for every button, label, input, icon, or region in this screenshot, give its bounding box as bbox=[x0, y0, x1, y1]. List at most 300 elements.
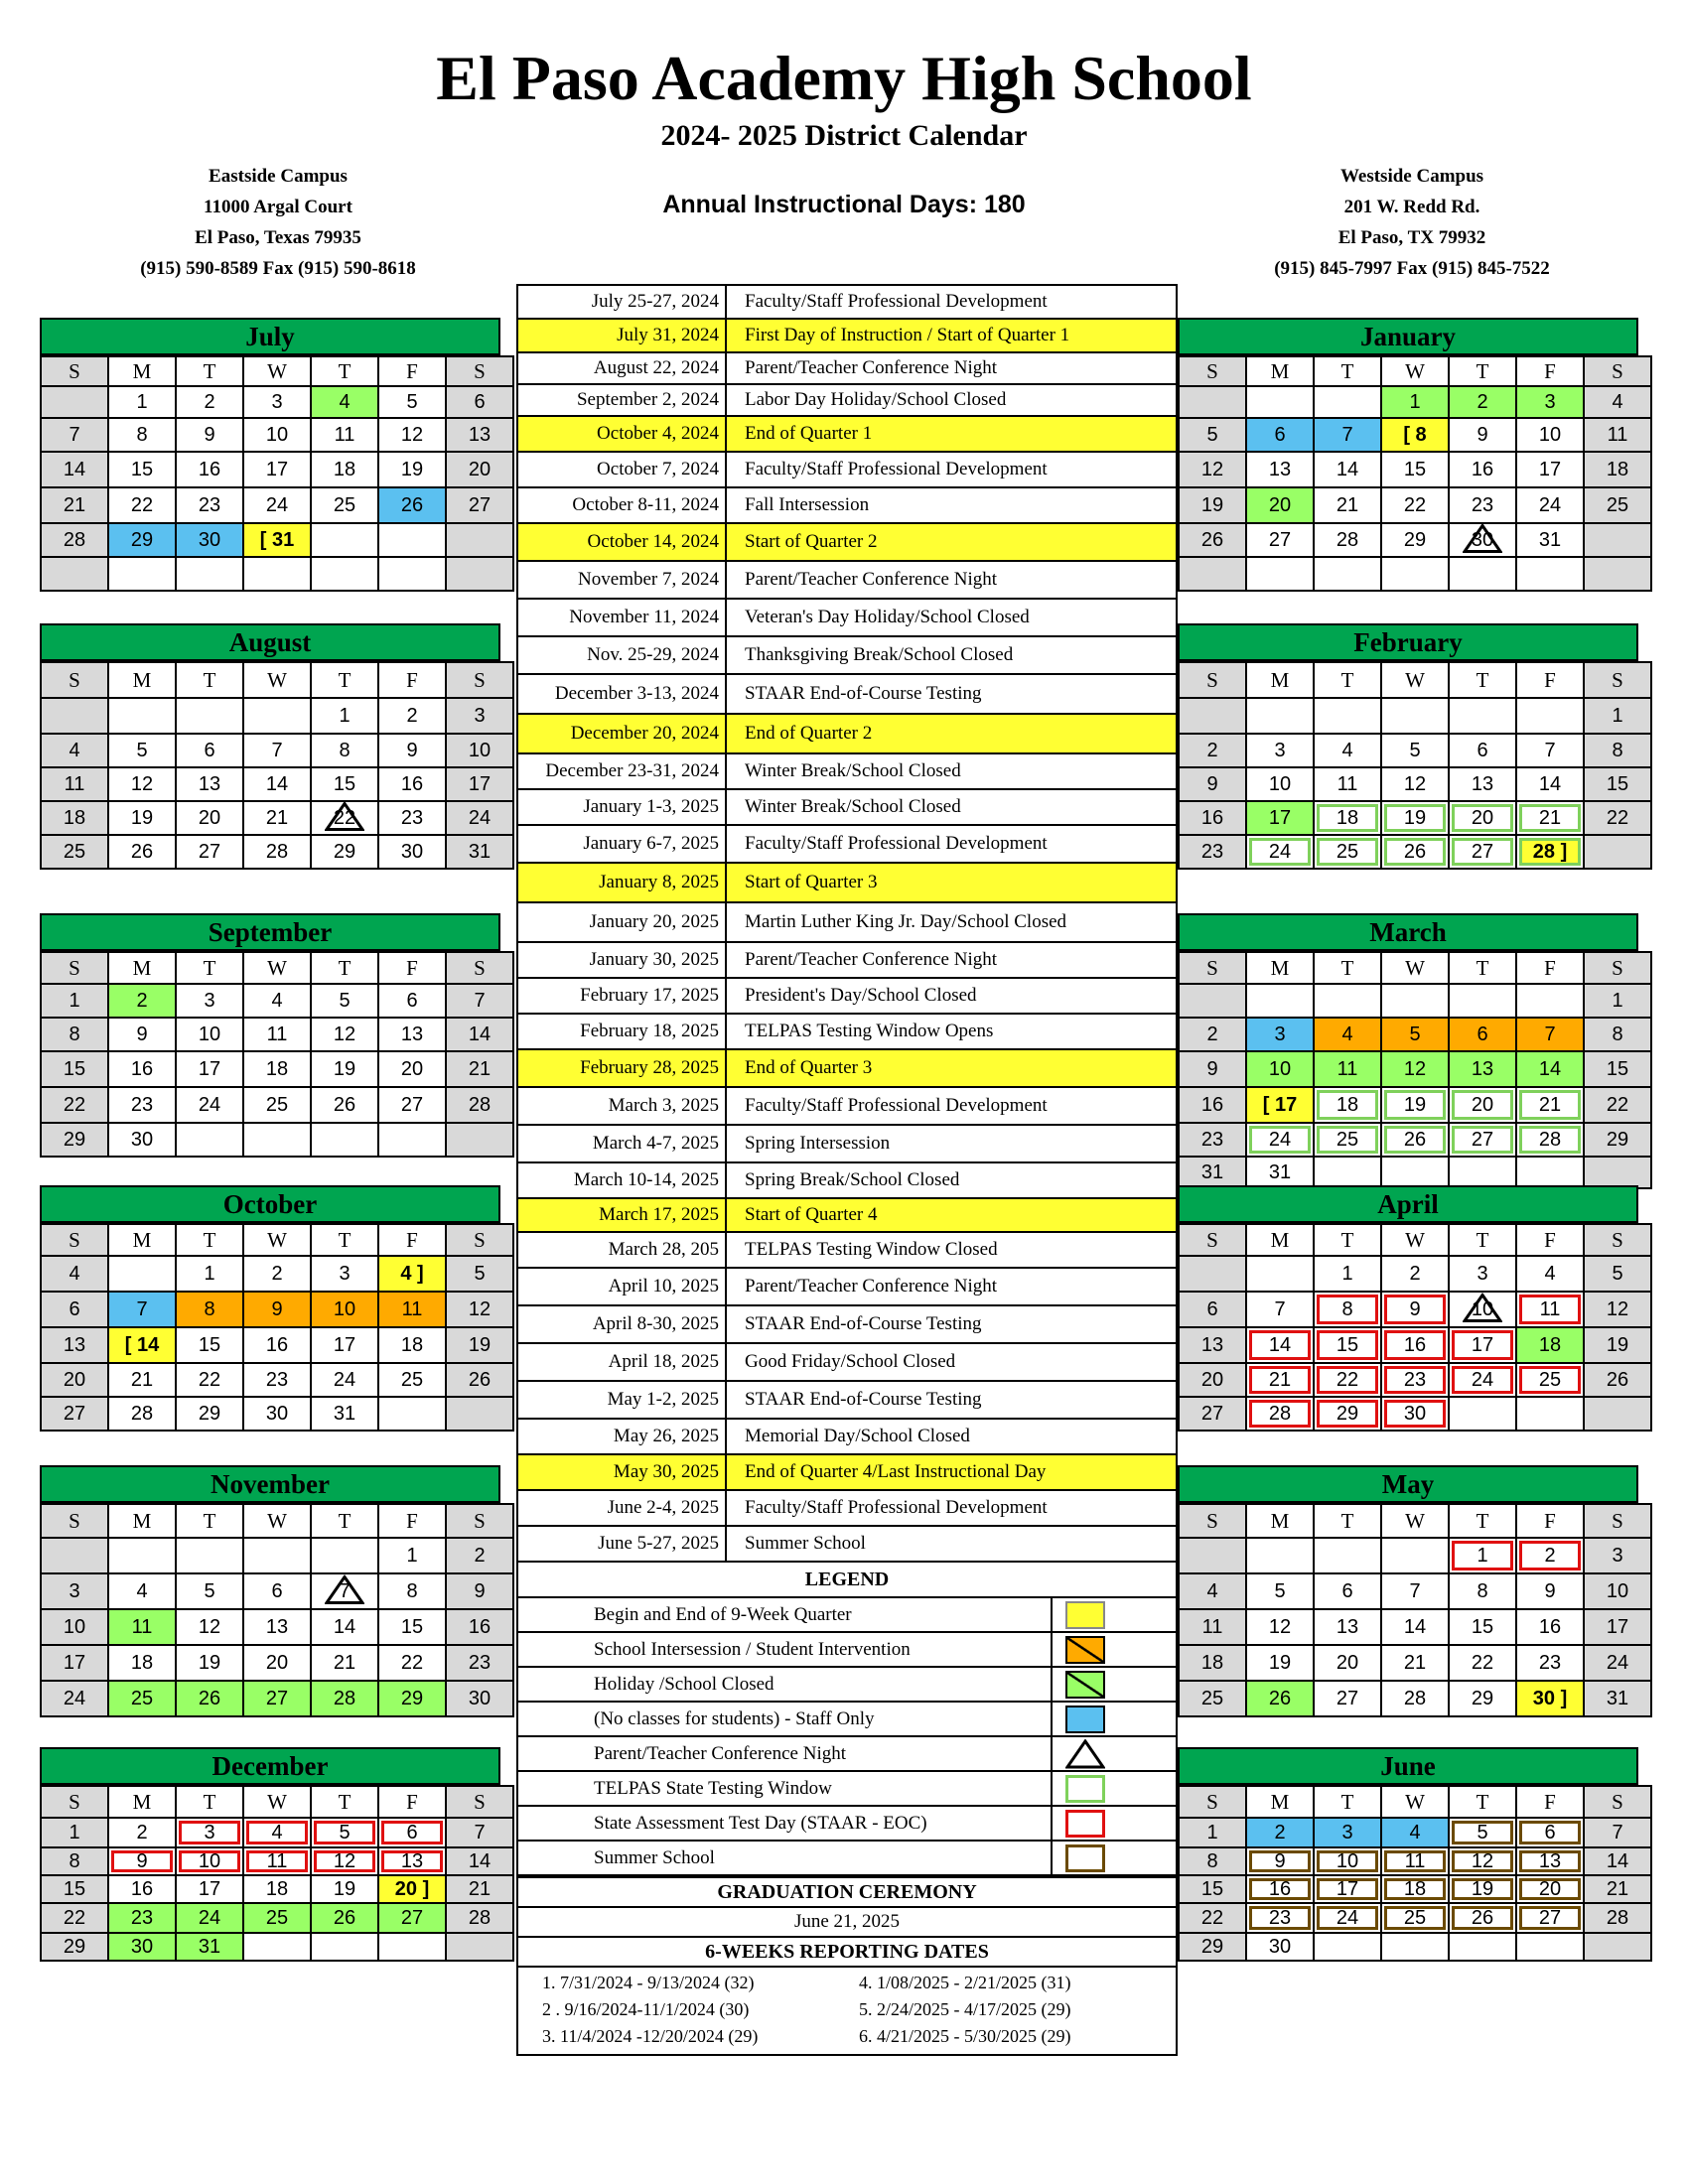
day-number: 26 bbox=[468, 1368, 492, 1391]
day-number: 2 bbox=[1274, 1821, 1286, 1843]
day-cell bbox=[1314, 1018, 1381, 1051]
day-number: 26 bbox=[1606, 1368, 1629, 1391]
event-row bbox=[518, 1491, 1176, 1527]
day-number: 23 bbox=[1403, 1368, 1427, 1391]
day-cell bbox=[1246, 1903, 1314, 1933]
event-date: Nov. 25-29, 2024 bbox=[518, 637, 727, 673]
day-cell bbox=[243, 801, 311, 835]
day-number: 8 bbox=[406, 1579, 418, 1602]
day-cell bbox=[311, 1397, 378, 1431]
calendar-grid bbox=[40, 661, 514, 870]
day-number: 22 bbox=[63, 1906, 86, 1929]
day-number: 4 bbox=[271, 1821, 283, 1843]
events-list bbox=[518, 286, 1176, 1563]
day-number: 7 bbox=[1409, 1579, 1421, 1602]
event-text: End of Quarter 4/Last Instructional Day bbox=[745, 1461, 1047, 1482]
day-cell bbox=[1381, 835, 1449, 869]
day-number: 13 bbox=[265, 1615, 289, 1638]
day-number: 22 bbox=[333, 806, 356, 829]
day-number: 30 bbox=[468, 1687, 492, 1709]
day-cell bbox=[1381, 452, 1449, 487]
day-number: 8 bbox=[1206, 1849, 1218, 1872]
day-cell bbox=[1516, 835, 1584, 869]
day-cell bbox=[1381, 734, 1449, 767]
day-cell bbox=[446, 523, 513, 557]
event-text: Memorial Day/School Closed bbox=[745, 1426, 970, 1446]
day-cell bbox=[1516, 1292, 1584, 1327]
day-number: 21 bbox=[468, 1057, 492, 1080]
event-date: October 4, 2024 bbox=[518, 417, 727, 451]
day-cell bbox=[1314, 1087, 1381, 1123]
day-cell bbox=[41, 452, 108, 487]
day-cell bbox=[176, 1875, 243, 1903]
weekday-header: F bbox=[1516, 1786, 1584, 1818]
day-cell bbox=[1179, 984, 1246, 1018]
event-date: January 6-7, 2025 bbox=[518, 826, 727, 862]
day-cell bbox=[1179, 1573, 1246, 1609]
weekday-header: T bbox=[176, 662, 243, 698]
event-row bbox=[518, 1199, 1176, 1233]
day-number: 16 bbox=[468, 1615, 492, 1638]
event-text: Parent/Teacher Conference Night bbox=[745, 1276, 997, 1297]
calendar-grid bbox=[1178, 1503, 1652, 1717]
day-number: 12 bbox=[333, 1023, 356, 1045]
day-number: 23 bbox=[1200, 1128, 1224, 1151]
day-number: 6 bbox=[406, 989, 418, 1012]
day-cell bbox=[1381, 1051, 1449, 1087]
day-number: 21 bbox=[333, 1651, 356, 1674]
legend-label: Holiday /School Closed bbox=[594, 1674, 774, 1695]
day-cell bbox=[446, 386, 513, 418]
day-cell bbox=[1179, 452, 1246, 487]
day-number: 18 bbox=[1200, 1651, 1224, 1674]
day-number: 27 bbox=[1336, 1687, 1359, 1709]
day-cell bbox=[1381, 1681, 1449, 1716]
day-cell bbox=[446, 801, 513, 835]
day-cell bbox=[176, 386, 243, 418]
day-cell bbox=[311, 1847, 378, 1875]
event-text: President's Day/School Closed bbox=[745, 985, 977, 1006]
event-date: March 4-7, 2025 bbox=[518, 1126, 727, 1161]
day-cell bbox=[1314, 1609, 1381, 1645]
day-cell bbox=[1314, 801, 1381, 835]
day-cell bbox=[1516, 452, 1584, 487]
day-number: 27 bbox=[265, 1687, 289, 1709]
day-cell bbox=[41, 386, 108, 418]
day-number: 21 bbox=[265, 806, 289, 829]
day-cell bbox=[311, 801, 378, 835]
day-cell bbox=[41, 1327, 108, 1363]
day-cell bbox=[1179, 734, 1246, 767]
day-cell bbox=[1381, 1397, 1449, 1431]
west-campus-phone: (915) 845-7997 Fax (915) 845-7522 bbox=[1274, 258, 1550, 279]
weekday-header: W bbox=[243, 952, 311, 984]
weekday-header: M bbox=[1246, 952, 1314, 984]
day-number: 24 bbox=[1606, 1651, 1629, 1674]
day-cell bbox=[446, 1256, 513, 1292]
day-number: 22 bbox=[1403, 493, 1427, 516]
weekday-header: T bbox=[176, 952, 243, 984]
day-number: 9 bbox=[271, 1297, 283, 1320]
day-number: 17 bbox=[63, 1651, 86, 1674]
day-cell bbox=[1179, 1123, 1246, 1157]
day-cell bbox=[311, 1818, 378, 1847]
day-cell bbox=[1449, 1847, 1516, 1875]
legend-title: LEGEND bbox=[518, 1563, 1176, 1598]
day-cell bbox=[1246, 1157, 1314, 1188]
day-number: 4 bbox=[1612, 390, 1623, 413]
day-cell bbox=[378, 557, 446, 591]
day-cell bbox=[108, 1573, 176, 1609]
weekday-header: M bbox=[1246, 1504, 1314, 1538]
day-number: 2 bbox=[136, 1821, 148, 1843]
event-row bbox=[518, 524, 1176, 562]
day-number: 5 bbox=[204, 1579, 215, 1602]
day-number: 17 bbox=[1538, 458, 1562, 480]
month-name: May bbox=[1178, 1465, 1638, 1503]
day-cell bbox=[1179, 386, 1246, 418]
day-cell bbox=[1516, 1573, 1584, 1609]
day-number: 30 bbox=[1403, 1402, 1427, 1425]
weekday-header: S bbox=[41, 662, 108, 698]
day-cell bbox=[1246, 801, 1314, 835]
day-cell bbox=[108, 1087, 176, 1123]
day-cell bbox=[1449, 1933, 1516, 1961]
month-march bbox=[1178, 913, 1652, 1189]
day-cell bbox=[108, 1123, 176, 1157]
weekday-header: T bbox=[176, 1504, 243, 1538]
day-cell bbox=[1381, 801, 1449, 835]
day-cell bbox=[1516, 1363, 1584, 1397]
event-date: July 25-27, 2024 bbox=[518, 286, 727, 318]
day-cell bbox=[1314, 1818, 1381, 1847]
day-cell bbox=[1246, 1609, 1314, 1645]
day-number: 31 bbox=[1200, 1160, 1224, 1183]
day-cell bbox=[1584, 801, 1651, 835]
event-row bbox=[518, 1306, 1176, 1344]
day-cell bbox=[1516, 487, 1584, 523]
event-row bbox=[518, 417, 1176, 453]
day-cell bbox=[41, 1018, 108, 1051]
day-cell bbox=[243, 418, 311, 452]
event-text: End of Quarter 3 bbox=[745, 1057, 873, 1078]
legend-item bbox=[518, 1633, 1176, 1668]
day-cell bbox=[378, 1397, 446, 1431]
day-cell bbox=[1584, 835, 1651, 869]
event-date: December 3-13, 2024 bbox=[518, 675, 727, 713]
east-campus-street: 11000 Argal Court bbox=[204, 197, 352, 217]
day-cell bbox=[1246, 523, 1314, 557]
weekday-header: T bbox=[176, 356, 243, 386]
day-number: 6 bbox=[1206, 1297, 1218, 1320]
reporting-row bbox=[518, 2023, 1176, 2050]
day-cell bbox=[1179, 1018, 1246, 1051]
day-cell bbox=[378, 452, 446, 487]
day-number: 2 bbox=[1544, 1544, 1556, 1567]
day-number: 12 bbox=[468, 1297, 492, 1320]
day-number: 8 bbox=[136, 423, 148, 446]
day-cell bbox=[176, 1397, 243, 1431]
day-number: 7 bbox=[1341, 423, 1353, 446]
event-text: Good Friday/School Closed bbox=[745, 1351, 956, 1372]
day-cell bbox=[378, 418, 446, 452]
day-cell bbox=[1381, 1847, 1449, 1875]
day-cell bbox=[176, 1256, 243, 1292]
day-cell bbox=[1449, 452, 1516, 487]
day-cell bbox=[1179, 1875, 1246, 1903]
westside-campus-info bbox=[1213, 161, 1611, 284]
day-number: 27 bbox=[1538, 1906, 1562, 1929]
day-cell bbox=[41, 1087, 108, 1123]
day-cell bbox=[176, 1292, 243, 1327]
day-cell bbox=[243, 984, 311, 1018]
day-number: 9 bbox=[1477, 423, 1488, 446]
event-text: Faculty/Staff Professional Development bbox=[745, 1095, 1048, 1116]
weekday-header: T bbox=[1449, 1504, 1516, 1538]
event-text: Winter Break/School Closed bbox=[745, 760, 961, 781]
day-number: 17 bbox=[1471, 1333, 1494, 1356]
day-cell bbox=[176, 1123, 243, 1157]
day-cell bbox=[1449, 1292, 1516, 1327]
day-number: 2 bbox=[406, 704, 418, 727]
day-cell bbox=[1516, 734, 1584, 767]
event-row bbox=[518, 1420, 1176, 1455]
day-cell bbox=[1584, 523, 1651, 557]
event-row bbox=[518, 675, 1176, 715]
day-number: 25 bbox=[265, 1906, 289, 1929]
event-text: Start of Quarter 4 bbox=[745, 1204, 878, 1225]
day-number: 22 bbox=[130, 493, 154, 516]
day-number: 10 bbox=[468, 739, 492, 761]
day-number: 21 bbox=[1336, 493, 1359, 516]
day-number: 3 bbox=[1477, 1262, 1488, 1285]
day-cell bbox=[378, 1051, 446, 1087]
day-number: 9 bbox=[1206, 772, 1218, 795]
day-number: 18 bbox=[265, 1877, 289, 1900]
day-cell bbox=[1584, 1875, 1651, 1903]
day-number: 12 bbox=[400, 423, 424, 446]
day-cell bbox=[41, 1573, 108, 1609]
day-cell bbox=[446, 1397, 513, 1431]
day-cell bbox=[176, 835, 243, 869]
day-number: 25 bbox=[400, 1368, 424, 1391]
legend-label: Summer School bbox=[594, 1847, 715, 1868]
day-number: 25 bbox=[1336, 840, 1359, 863]
month-october bbox=[40, 1185, 514, 1432]
legend-label: School Intersession / Student Intervention bbox=[594, 1639, 911, 1660]
weekday-header: F bbox=[378, 356, 446, 386]
day-number: 29 bbox=[63, 1128, 86, 1151]
legend-swatch-icon bbox=[1051, 1633, 1118, 1666]
event-date: February 28, 2025 bbox=[518, 1050, 727, 1086]
day-number: 30 ] bbox=[1532, 1687, 1568, 1709]
day-cell bbox=[176, 1538, 243, 1573]
day-cell bbox=[311, 1609, 378, 1645]
day-cell bbox=[176, 557, 243, 591]
day-number: 28 ] bbox=[1532, 840, 1568, 863]
day-cell bbox=[1449, 1875, 1516, 1903]
day-cell bbox=[311, 984, 378, 1018]
event-text: Martin Luther King Jr. Day/School Closed bbox=[745, 911, 1067, 932]
day-cell bbox=[1516, 1847, 1584, 1875]
day-number: 20 bbox=[1200, 1368, 1224, 1391]
day-cell bbox=[1516, 698, 1584, 734]
day-number: 28 bbox=[1268, 1402, 1292, 1425]
day-cell bbox=[1246, 1573, 1314, 1609]
day-cell bbox=[378, 734, 446, 767]
day-number: 6 bbox=[69, 1297, 80, 1320]
day-cell bbox=[1179, 1847, 1246, 1875]
weekday-header: F bbox=[1516, 1504, 1584, 1538]
day-cell bbox=[1449, 984, 1516, 1018]
day-number: 26 bbox=[1200, 528, 1224, 551]
day-cell bbox=[1314, 1847, 1381, 1875]
day-cell bbox=[1449, 1681, 1516, 1716]
weekday-header: M bbox=[108, 952, 176, 984]
day-number: [ 8 bbox=[1403, 423, 1427, 446]
weekday-header: T bbox=[1314, 356, 1381, 386]
day-cell bbox=[1314, 557, 1381, 591]
weekday-header: T bbox=[1449, 952, 1516, 984]
day-cell bbox=[378, 1538, 446, 1573]
day-cell bbox=[243, 1087, 311, 1123]
day-number: 14 bbox=[1336, 458, 1359, 480]
day-number: 31 bbox=[1606, 1687, 1629, 1709]
day-number: 5 bbox=[1409, 1023, 1421, 1045]
day-number: 18 bbox=[333, 458, 356, 480]
event-date: March 3, 2025 bbox=[518, 1088, 727, 1124]
day-cell bbox=[1381, 984, 1449, 1018]
weekday-header: S bbox=[1179, 356, 1246, 386]
day-cell bbox=[243, 487, 311, 523]
day-cell bbox=[311, 1256, 378, 1292]
day-number: 29 bbox=[198, 1402, 221, 1425]
day-number: 17 bbox=[468, 772, 492, 795]
day-cell bbox=[41, 1645, 108, 1681]
day-number: 4 bbox=[1341, 739, 1353, 761]
day-number: [ 31 bbox=[259, 528, 295, 551]
day-number: 10 bbox=[198, 1023, 221, 1045]
day-number: 15 bbox=[63, 1877, 86, 1900]
day-cell bbox=[1584, 1847, 1651, 1875]
day-cell bbox=[311, 698, 378, 734]
day-number: 15 bbox=[333, 772, 356, 795]
event-text: Spring Break/School Closed bbox=[745, 1169, 960, 1190]
day-cell bbox=[1246, 1847, 1314, 1875]
day-cell bbox=[1449, 801, 1516, 835]
day-number: 8 bbox=[1612, 1023, 1623, 1045]
weekday-header: M bbox=[108, 662, 176, 698]
event-row bbox=[518, 754, 1176, 790]
day-number: 2 bbox=[1206, 739, 1218, 761]
legend-label: (No classes for students) - Staff Only bbox=[594, 1708, 875, 1729]
day-number: 4 bbox=[1544, 1262, 1556, 1285]
day-number: 12 bbox=[1403, 772, 1427, 795]
day-number: 5 bbox=[1274, 1579, 1286, 1602]
day-cell bbox=[243, 1397, 311, 1431]
day-cell bbox=[1246, 386, 1314, 418]
day-number: 26 bbox=[198, 1687, 221, 1709]
day-cell bbox=[1381, 1818, 1449, 1847]
day-cell bbox=[1314, 386, 1381, 418]
day-number: 8 bbox=[339, 739, 351, 761]
day-cell bbox=[1449, 1256, 1516, 1292]
calendar-grid bbox=[40, 355, 514, 592]
day-cell bbox=[41, 1397, 108, 1431]
day-number: 7 bbox=[1544, 1023, 1556, 1045]
event-date: December 23-31, 2024 bbox=[518, 754, 727, 788]
month-name: October bbox=[40, 1185, 500, 1223]
day-cell bbox=[1246, 1538, 1314, 1573]
event-text: Thanksgiving Break/School Closed bbox=[745, 644, 1014, 665]
event-row bbox=[518, 1455, 1176, 1491]
day-cell bbox=[108, 487, 176, 523]
weekday-header: W bbox=[243, 356, 311, 386]
day-number: 16 bbox=[1200, 1093, 1224, 1116]
day-cell bbox=[446, 487, 513, 523]
day-cell bbox=[1516, 1018, 1584, 1051]
day-cell bbox=[1246, 1875, 1314, 1903]
day-cell bbox=[1246, 418, 1314, 452]
day-number: 9 bbox=[1409, 1297, 1421, 1320]
day-cell bbox=[1179, 1933, 1246, 1961]
event-row bbox=[518, 637, 1176, 675]
day-cell bbox=[1449, 1123, 1516, 1157]
weekday-header: F bbox=[378, 1786, 446, 1818]
day-number: 10 bbox=[1268, 772, 1292, 795]
day-cell bbox=[41, 1123, 108, 1157]
day-number: 23 bbox=[400, 806, 424, 829]
day-cell bbox=[1314, 1903, 1381, 1933]
day-cell bbox=[1449, 418, 1516, 452]
day-number: 14 bbox=[63, 458, 86, 480]
day-cell bbox=[176, 1327, 243, 1363]
day-number: 16 bbox=[1471, 458, 1494, 480]
day-number: 7 bbox=[1544, 739, 1556, 761]
day-number: 14 bbox=[1403, 1615, 1427, 1638]
day-cell bbox=[1246, 1256, 1314, 1292]
day-cell bbox=[1516, 1609, 1584, 1645]
day-cell bbox=[1179, 1538, 1246, 1573]
day-cell bbox=[1179, 487, 1246, 523]
day-cell bbox=[176, 487, 243, 523]
day-cell bbox=[1516, 1327, 1584, 1363]
day-cell bbox=[1449, 698, 1516, 734]
day-cell bbox=[1584, 1645, 1651, 1681]
day-cell bbox=[243, 1538, 311, 1573]
day-number: 24 bbox=[1538, 493, 1562, 516]
day-cell bbox=[378, 1363, 446, 1397]
day-cell bbox=[1584, 1018, 1651, 1051]
month-name: March bbox=[1178, 913, 1638, 951]
day-cell bbox=[1179, 418, 1246, 452]
event-text: End of Quarter 1 bbox=[745, 423, 873, 444]
day-number: 3 bbox=[1544, 390, 1556, 413]
day-cell bbox=[243, 1051, 311, 1087]
day-cell bbox=[446, 1609, 513, 1645]
event-text: Faculty/Staff Professional Development bbox=[745, 291, 1048, 312]
weekday-header: S bbox=[1179, 1224, 1246, 1256]
day-cell bbox=[1584, 1933, 1651, 1961]
day-number: 17 bbox=[333, 1333, 356, 1356]
day-cell bbox=[1246, 1681, 1314, 1716]
day-number: 4 ] bbox=[400, 1262, 424, 1285]
legend-item bbox=[518, 1703, 1176, 1737]
event-row bbox=[518, 385, 1176, 417]
day-number: 18 bbox=[1336, 1093, 1359, 1116]
weekday-header: W bbox=[1381, 1786, 1449, 1818]
day-cell bbox=[108, 1875, 176, 1903]
